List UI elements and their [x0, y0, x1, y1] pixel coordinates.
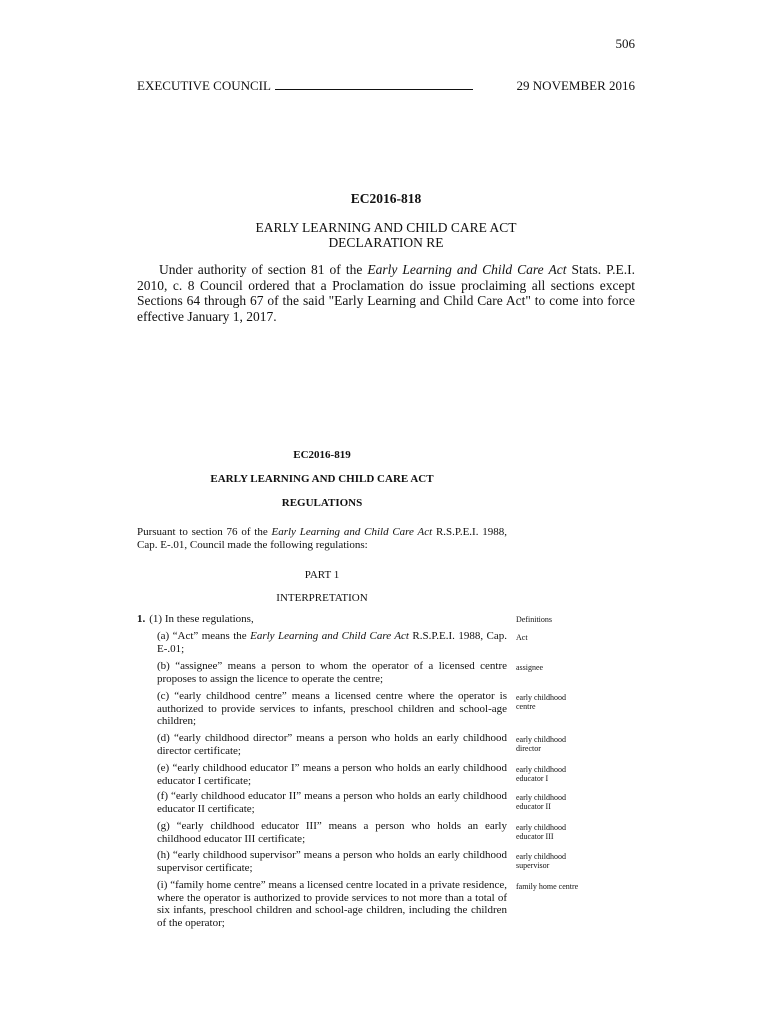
margin-note: early childhood educator III: [516, 823, 566, 841]
definition-item: [157, 762, 507, 787]
interpretation-heading: INTERPRETATION: [276, 592, 368, 604]
margin-note: early childhood educator I: [516, 765, 566, 783]
act-name-italic: Early Learning and Child Care Act: [271, 526, 433, 538]
body-text: Pursuant to section 76 of the: [137, 526, 272, 538]
definition-text: (b) “assignee” means a person to whom the operator of a licensed centre proposes to assign the licence to operate the centre;: [157, 660, 507, 685]
definition-text: (h) “early childhood supervisor” means a person who holds an early childhood supervisor certificate;: [157, 849, 507, 874]
part-heading: PART 1: [304, 569, 340, 581]
section-1: [137, 613, 507, 625]
header-date: 29 NOVEMBER 2016: [516, 78, 635, 93]
body-text: R.S.P.E.I. 1988, Cap. E-.01, Council made the following regulations:: [137, 526, 507, 551]
definition-text: (i) “family home centre” means a licensed centre located in a private residence, where the operator is authorized to provide services to not more than a total of six infants, preschool children and school-age children, including the children of the operator;: [157, 879, 507, 929]
margin-note: family home centre: [516, 882, 579, 891]
header-left: EXECUTIVE COUNCIL: [137, 78, 271, 93]
definition-text: (f) “early childhood educator II” means a person who holds an early childhood educator II certificate;: [157, 790, 507, 815]
definition-text: R.S.P.E.I. 1988, Cap. E-.01;: [157, 630, 507, 655]
page-number: 506: [615, 36, 635, 51]
order-title-819: EARLY LEARNING AND CHILD CARE ACT: [210, 473, 434, 485]
body-text: Under authority of section 81 of the: [159, 262, 368, 277]
order-subtitle-819: REGULATIONS: [281, 497, 363, 509]
margin-note: Act: [516, 633, 528, 642]
definition-text: (e) “early childhood educator I” means a person who holds an early childhood educator I certificate;: [157, 762, 507, 787]
running-header: [137, 78, 635, 94]
act-name-italic: Early Learning and Child Care Act: [367, 262, 567, 277]
order-number-818: EC2016-818: [350, 191, 422, 206]
definition-text: (g) “early childhood educator III” means a person who holds an early childhood educator III certificate;: [157, 820, 507, 845]
margin-note: early childhood supervisor: [516, 852, 566, 870]
definition-item: [157, 790, 507, 815]
order-body-818: [137, 262, 635, 324]
order-title-818: [137, 220, 635, 250]
margin-note: early childhood educator II: [516, 793, 566, 811]
definition-item: [157, 630, 507, 655]
order-body-819: [137, 526, 507, 552]
margin-note: assignee: [516, 663, 544, 672]
act-name-italic: Early Learning and Child Care Act: [250, 630, 409, 642]
definition-item: [157, 732, 507, 757]
definition-text: (a) “Act” means the: [157, 630, 251, 642]
margin-note-definitions: Definitions: [516, 615, 552, 624]
order-number-819: EC2016-819: [293, 449, 351, 461]
margin-note: early childhood centre: [516, 693, 566, 711]
definition-item: [157, 820, 507, 845]
definition-text: (c) “early childhood centre” means a licensed centre where the operator is authorized to provide services to infants, preschool children and school-age children;: [157, 690, 507, 727]
definition-item: [157, 690, 507, 728]
header-rule: [275, 80, 473, 90]
margin-note: early childhood director: [516, 735, 566, 753]
order-title-line2: DECLARATION RE: [328, 235, 444, 250]
definition-text: (d) “early childhood director” means a person who holds an early childhood director certificate;: [157, 732, 507, 757]
section-text: (1) In these regulations,: [149, 613, 254, 625]
body-text: Stats. P.E.I. 2010, c. 8 Council ordered that a Proclamation do issue proclaiming all sections except Sections 64 through 67 of the said "Early Learning and Child Care Act" to come into force effective January 1, 2017.: [137, 262, 636, 324]
order-title-line1: EARLY LEARNING AND CHILD CARE ACT: [255, 220, 517, 235]
section-number: 1.: [137, 613, 146, 625]
definition-item: [157, 879, 507, 929]
definition-item: [157, 849, 507, 874]
definition-item: [157, 660, 507, 685]
